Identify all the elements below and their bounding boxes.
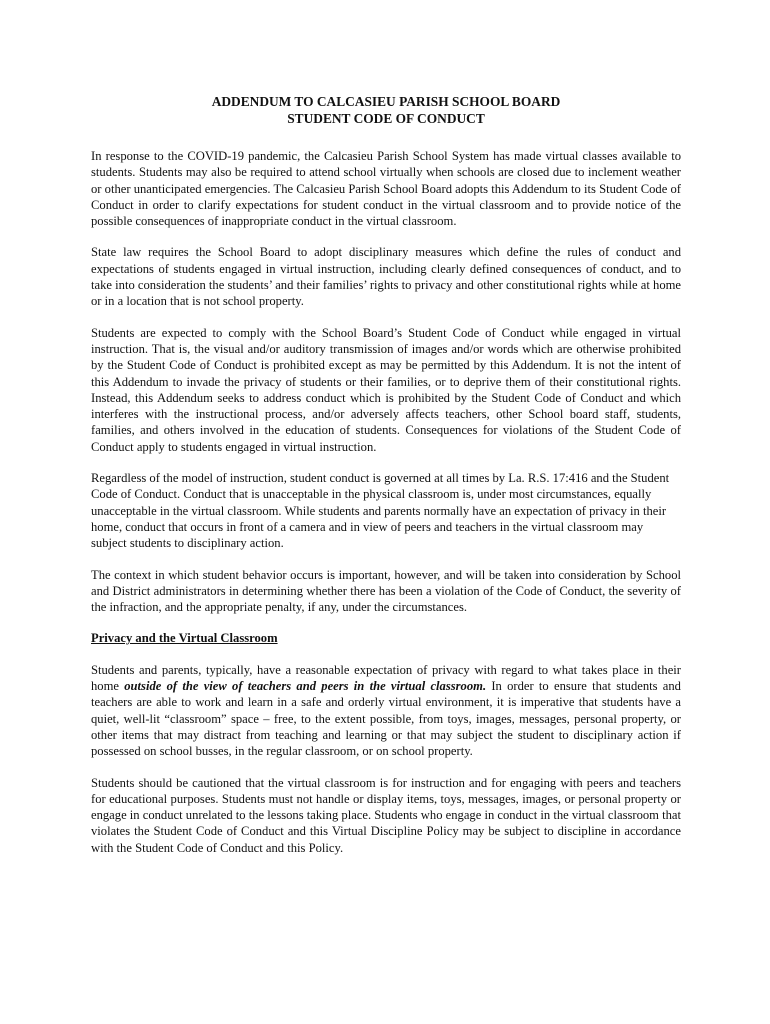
document-title <box>91 93 681 127</box>
paragraph-expectations: Students are expected to comply with the School Board’s Student Code of Conduct while engaged in virtual instruction. That is, the visual and/or auditory transmission of images and/or words which are otherwise prohibited by the Student Code of Conduct is prohibited except as may be permitted by this Addendum. It is not the intent of this Addendum to invade the privacy of students or their families, or to deprive them of their constitutional rights. Instead, this Addendum seeks to address conduct which is prohibited by the Student Code of Conduct and which interferes with the instructional process, and/or adversely affects teachers, other School board staff, students, families, and others involved in the education of students. Consequences for violations of the Student Code of Conduct apply to students engaged in virtual instruction. <box>91 325 681 454</box>
paragraph-covid-intro: In response to the COVID-19 pandemic, the Calcasieu Parish School System has made virtual classes available to students. Students may also be required to attend school virtually when schools are closed due to inclement weather or other unanticipated emergencies. The Calcasieu Parish School Board adopts this Addendum to its Student Code of Conduct in order to clarify expectations for student conduct in the virtual classroom and to provide notice of the possible consequences of inappropriate conduct in the virtual classroom. <box>91 149 681 229</box>
paragraph-privacy <box>91 662 681 760</box>
document-page <box>91 93 681 871</box>
title-line-1: ADDENDUM TO CALCASIEU PARISH SCHOOL BOARD <box>211 94 561 109</box>
privacy-text-after: In order to ensure that students and teachers are able to work and learn in a safe and orderly virtual environment, it is imperative that students have a quiet, well-lit “classroom” space – free, to the extent possible, from toys, images, messages, personal property, or other items that may distract from teaching and learning or that may subject the student to disciplinary action if possessed on school busses, in the regular classroom, or on school property. <box>91 679 681 759</box>
paragraph-caution: Students should be cautioned that the virtual classroom is for instruction and for engaging with peers and teachers for educational purposes. Students must not handle or display items, toys, messages, images, or personal property or engage in conduct unrelated to the lessons taking place. Students who engage in conduct in the virtual classroom that violates the Student Code of Conduct and this Virtual Discipline Policy may be subject to discipline in accordance with the Student Code of Conduct and this Policy. <box>91 775 681 855</box>
paragraph-state-law: State law requires the School Board to adopt disciplinary measures which define the rules of conduct and expectations of students engaged in virtual instruction, including clearly defined consequences of conduct, and to take into consideration the students’ and their families’ rights to privacy and other constitutional rights while at home or in a location that is not school property. <box>91 245 681 309</box>
privacy-emphasis: outside of the view of teachers and peers in the virtual classroom. <box>124 679 487 694</box>
title-line-2: STUDENT CODE OF CONDUCT <box>287 111 485 126</box>
section-heading-privacy: Privacy and the Virtual Classroom <box>91 631 278 646</box>
privacy-text-before: Students and parents, typically, have a reasonable expectation of privacy with regard to what takes place in their home <box>91 662 681 694</box>
paragraph-context: The context in which student behavior occurs is important, however, and will be taken into consideration by School and District administrators in determining whether there has been a violation of the Code of Conduct, the severity of the infraction, and the appropriate penalty, if any, under the circumstances. <box>91 567 681 615</box>
paragraph-model-of-instruction: Regardless of the model of instruction, student conduct is governed at all times by La. R.S. 17:416 and the Student Code of Conduct. Conduct that is unacceptable in the physical classroom is, under most circumstances, equally unacceptable in the virtual classroom. While students and parents normally have an expectation of privacy in their home, conduct that occurs in front of a camera and in view of peers and teachers in the virtual classroom may subject students to disciplinary action. <box>91 471 670 551</box>
